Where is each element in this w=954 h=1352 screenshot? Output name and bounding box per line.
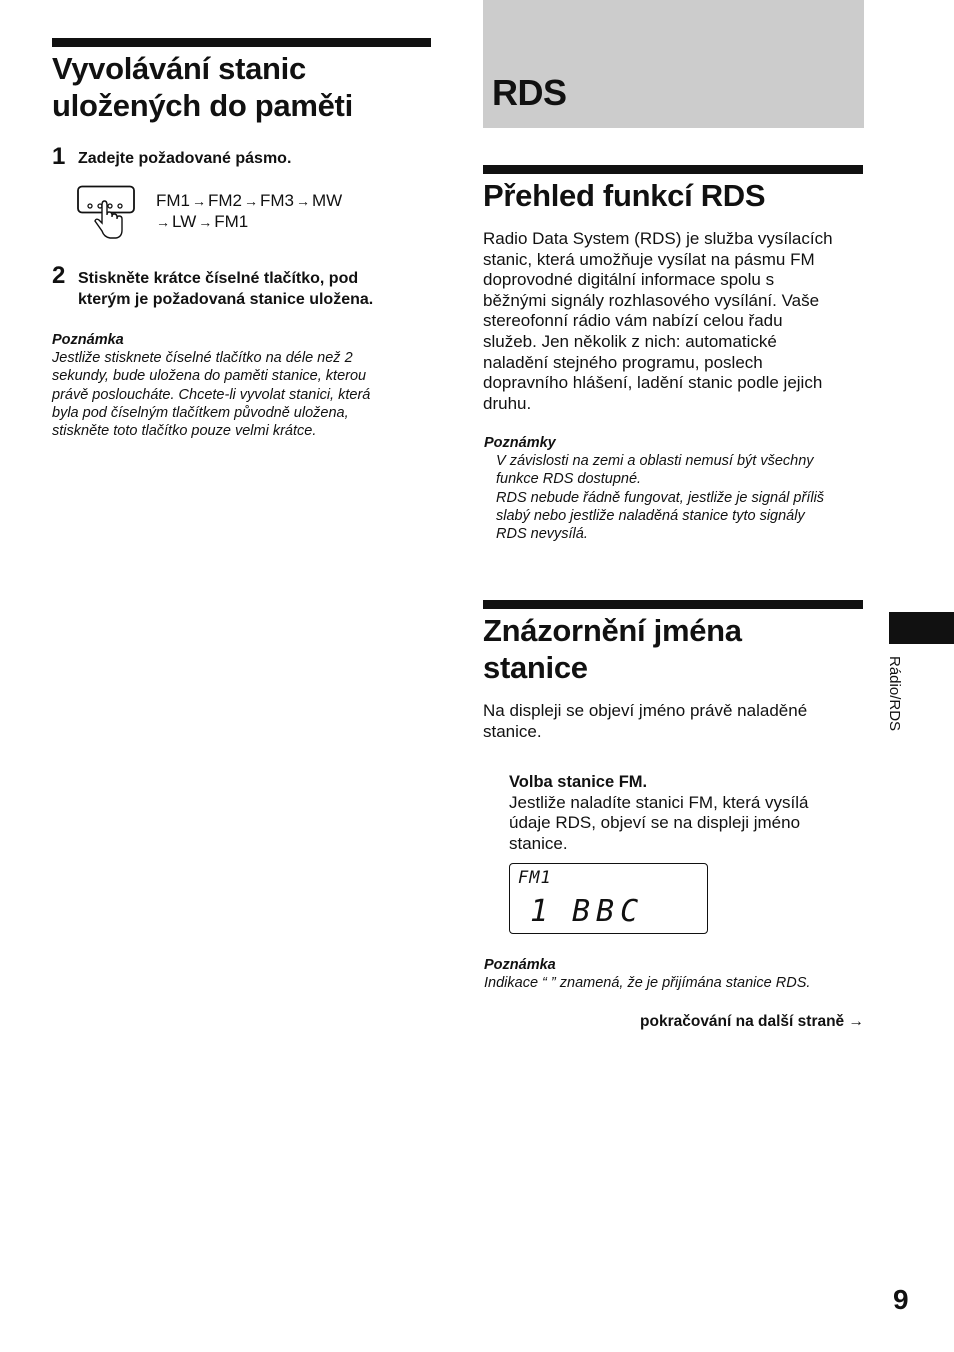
step-2-text-line: kterým je požadovaná stanice uložena. — [78, 291, 374, 308]
band-label: FM3 — [260, 191, 294, 210]
left-heading-rule — [52, 38, 431, 47]
note-line: RDS nebude řádně fungovat, jestliže je signál příliš — [496, 489, 825, 506]
band-label: FM1 — [214, 211, 249, 231]
section-2-rule — [483, 600, 863, 609]
section-1-body — [483, 229, 863, 414]
section-1-rule — [483, 165, 863, 174]
section-2-note-text: Indikace “ ” znamená, že je přijímána stanice RDS. — [484, 975, 811, 991]
section-1-heading: Přehled funkcí RDS — [483, 178, 766, 213]
side-tab-marker — [889, 612, 954, 644]
body-line: Jestliže naladíte stanici FM, která vysílá — [509, 792, 809, 812]
step-2-text-line: Stiskněte krátce číselné tlačítko, pod — [78, 270, 359, 287]
section-2-heading-line: Znázornění jména — [483, 613, 742, 648]
section-1-notes-text — [496, 452, 866, 543]
arrow-right-icon: → — [296, 193, 310, 209]
step-1-text: Zadejte požadované pásmo. — [78, 150, 292, 167]
step-1-number: 1 — [52, 143, 66, 170]
arrow-right-icon: → — [198, 213, 213, 230]
left-heading — [52, 50, 442, 124]
body-line: Radio Data System (RDS) je služba vysílacích — [483, 229, 833, 248]
page-number: 9 — [893, 1284, 909, 1315]
lcd-display — [509, 863, 708, 934]
band-label: FM2 — [208, 191, 242, 210]
lcd-preset: 1 — [530, 894, 555, 929]
body-line: běžnými signály rozhlasového vysílání. Vaše — [483, 290, 820, 310]
band-label: MW — [312, 191, 343, 210]
body-line: naladění stejného programu, poslech — [483, 352, 763, 372]
body-line: stereofonní rádio vám nabízí celou řadu — [483, 311, 783, 331]
chapter-title: RDS — [492, 72, 567, 113]
side-label: Rádio/RDS — [886, 656, 903, 732]
body-line: doprovodné digitální informace spolu s — [483, 270, 775, 290]
band-sequence — [156, 191, 416, 232]
section-2-body — [483, 701, 863, 742]
band-sequence-line-2 — [156, 212, 416, 233]
continue-text: pokračování na další straně → — [640, 1013, 864, 1030]
note-line: slabý nebo jestliže naladěná stanice tyto signály — [496, 507, 805, 524]
note-line: stiskněte toto tlačítko pouze velmi krátce. — [52, 423, 317, 440]
section-2-step — [509, 772, 859, 854]
note-line: byla pod číselným tlačítkem původně uložena, — [52, 404, 349, 421]
section-2-heading — [483, 612, 863, 686]
band-label: LW — [172, 211, 197, 231]
band-label: FM1 — [156, 191, 190, 210]
button-press-icon — [76, 185, 138, 243]
section-1-notes-title: Poznámky — [484, 435, 556, 451]
step-2-number: 2 — [52, 262, 66, 289]
lcd-band: FM1 — [518, 868, 552, 888]
section-2-step-title: Volba stanice FM. — [509, 773, 648, 791]
note-line: funkce RDS dostupné. — [496, 471, 642, 488]
left-note-text — [52, 349, 432, 440]
body-line: stanic, která umožňuje vysílat na pásmu FM — [483, 249, 815, 269]
left-heading-line-2: uložených do paměti — [52, 88, 353, 123]
note-line: Jestliže stisknete číselné tlačítko na déle než 2 — [52, 350, 353, 366]
note-line: RDS nevysílá. — [496, 526, 588, 543]
body-line: druhu. — [483, 393, 532, 413]
note-line: právě posloucháte. Chcete-li vyvolat stanici, která — [52, 386, 371, 403]
lcd-station-name: BBC — [572, 894, 645, 929]
section-2-note-title: Poznámka — [484, 957, 556, 973]
body-line: dopravního hlášení, ladění stanic podle jejich — [483, 373, 823, 393]
note-line: sekundy, bude uložena do paměti stanice, kterou — [52, 368, 367, 385]
body-line: Na displeji se objeví jméno právě naladěné — [483, 701, 808, 720]
body-line: stanice. — [509, 833, 568, 853]
note-line: V závislosti na zemi a oblasti nemusí být všechny — [496, 453, 814, 469]
section-2-heading-line: stanice — [483, 650, 588, 685]
body-line: údaje RDS, objeví se na displeji jméno — [509, 813, 801, 833]
body-line: stanice. — [483, 721, 542, 741]
band-sequence-line-1 — [156, 191, 416, 212]
body-line: služeb. Jen několik z nich: automatické — [483, 331, 777, 351]
arrow-right-icon: → — [156, 213, 170, 230]
arrow-right-icon: → — [192, 193, 206, 209]
left-heading-line-1: Vyvolávání stanic — [52, 51, 306, 86]
arrow-right-icon: → — [244, 193, 258, 209]
step-2-text — [78, 268, 438, 310]
left-note-title: Poznámka — [52, 332, 124, 348]
